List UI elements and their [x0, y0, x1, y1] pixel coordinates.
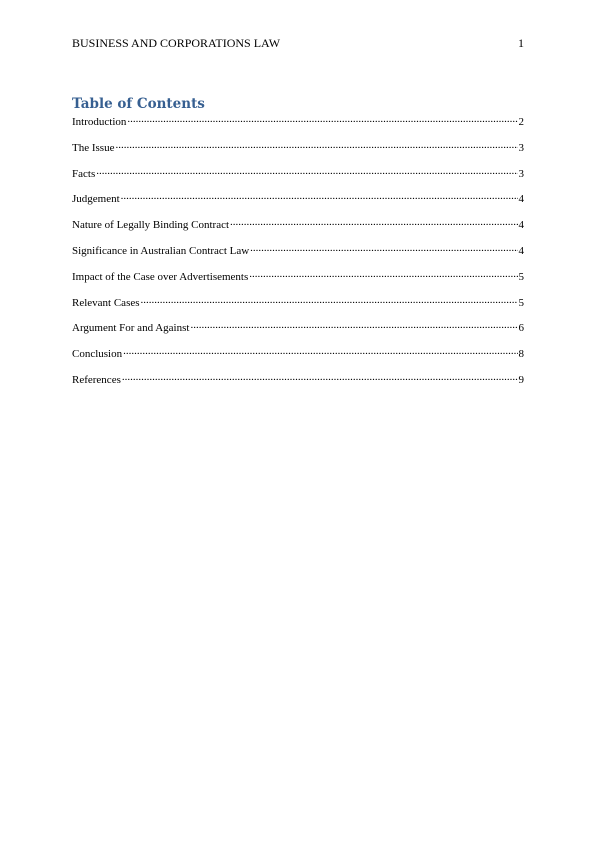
- toc-entry-judgement[interactable]: [72, 190, 524, 216]
- toc-entry-page: 2: [518, 116, 524, 128]
- toc-entry-page: 4: [518, 219, 524, 232]
- toc-dot-leader: [230, 216, 517, 228]
- toc-dot-leader: [96, 165, 517, 177]
- toc-entry-label: Conclusion: [72, 348, 123, 361]
- toc-dot-leader: [122, 371, 518, 383]
- toc-entry-facts[interactable]: [72, 165, 524, 191]
- page-header: [72, 35, 524, 51]
- toc-entry-argument[interactable]: [72, 319, 524, 345]
- toc-entry-label: The Issue: [72, 141, 115, 154]
- toc-entry-label: Relevant Cases: [72, 296, 140, 309]
- toc-entry-label: Argument For and Against: [72, 322, 190, 335]
- toc-entry-references[interactable]: [72, 371, 524, 397]
- toc-entry-conclusion[interactable]: [72, 345, 524, 371]
- toc-dot-leader: [249, 268, 517, 280]
- toc-entry-page: 5: [518, 296, 524, 309]
- toc-entry-page: 4: [518, 193, 524, 206]
- header-title: BUSINESS AND CORPORATIONS LAW: [72, 36, 281, 50]
- toc-entry-page: 8: [518, 348, 524, 361]
- toc-dot-leader: [141, 294, 518, 306]
- toc-entry-label: Facts: [72, 167, 96, 180]
- toc-entry-page: 9: [518, 373, 524, 386]
- toc-entry-the-issue[interactable]: [72, 139, 524, 165]
- table-of-contents: [72, 113, 524, 397]
- toc-entry-label: Judgement: [72, 193, 120, 206]
- toc-entry-page: 5: [518, 270, 524, 283]
- toc-entry-relevant-cases[interactable]: [72, 294, 524, 320]
- toc-entry-page: 4: [518, 244, 524, 257]
- toc-dot-leader: [250, 242, 517, 254]
- toc-dot-leader: [190, 319, 517, 331]
- toc-entry-introduction[interactable]: [72, 113, 524, 139]
- toc-entry-significance[interactable]: [72, 242, 524, 268]
- header-page-number: 1: [518, 36, 524, 50]
- toc-entry-label: Introduction: [72, 116, 127, 128]
- toc-entry-label: Significance in Australian Contract Law: [72, 244, 250, 257]
- toc-entry-nature-of-contract[interactable]: [72, 216, 524, 242]
- toc-entry-page: 6: [518, 322, 524, 335]
- toc-dot-leader: [115, 139, 517, 151]
- toc-entry-label: References: [72, 373, 121, 386]
- toc-entry-label: Nature of Legally Binding Contract: [72, 219, 230, 232]
- toc-dot-leader: [121, 190, 518, 202]
- toc-entry-impact[interactable]: [72, 268, 524, 294]
- toc-heading: Table of Contents: [72, 96, 205, 112]
- toc-entry-page: 3: [518, 167, 524, 180]
- toc-entry-label: Impact of the Case over Advertisements: [72, 270, 249, 283]
- toc-dot-leader: [123, 345, 517, 357]
- toc-entry-page: 3: [518, 141, 524, 154]
- toc-dot-leader: [127, 113, 517, 125]
